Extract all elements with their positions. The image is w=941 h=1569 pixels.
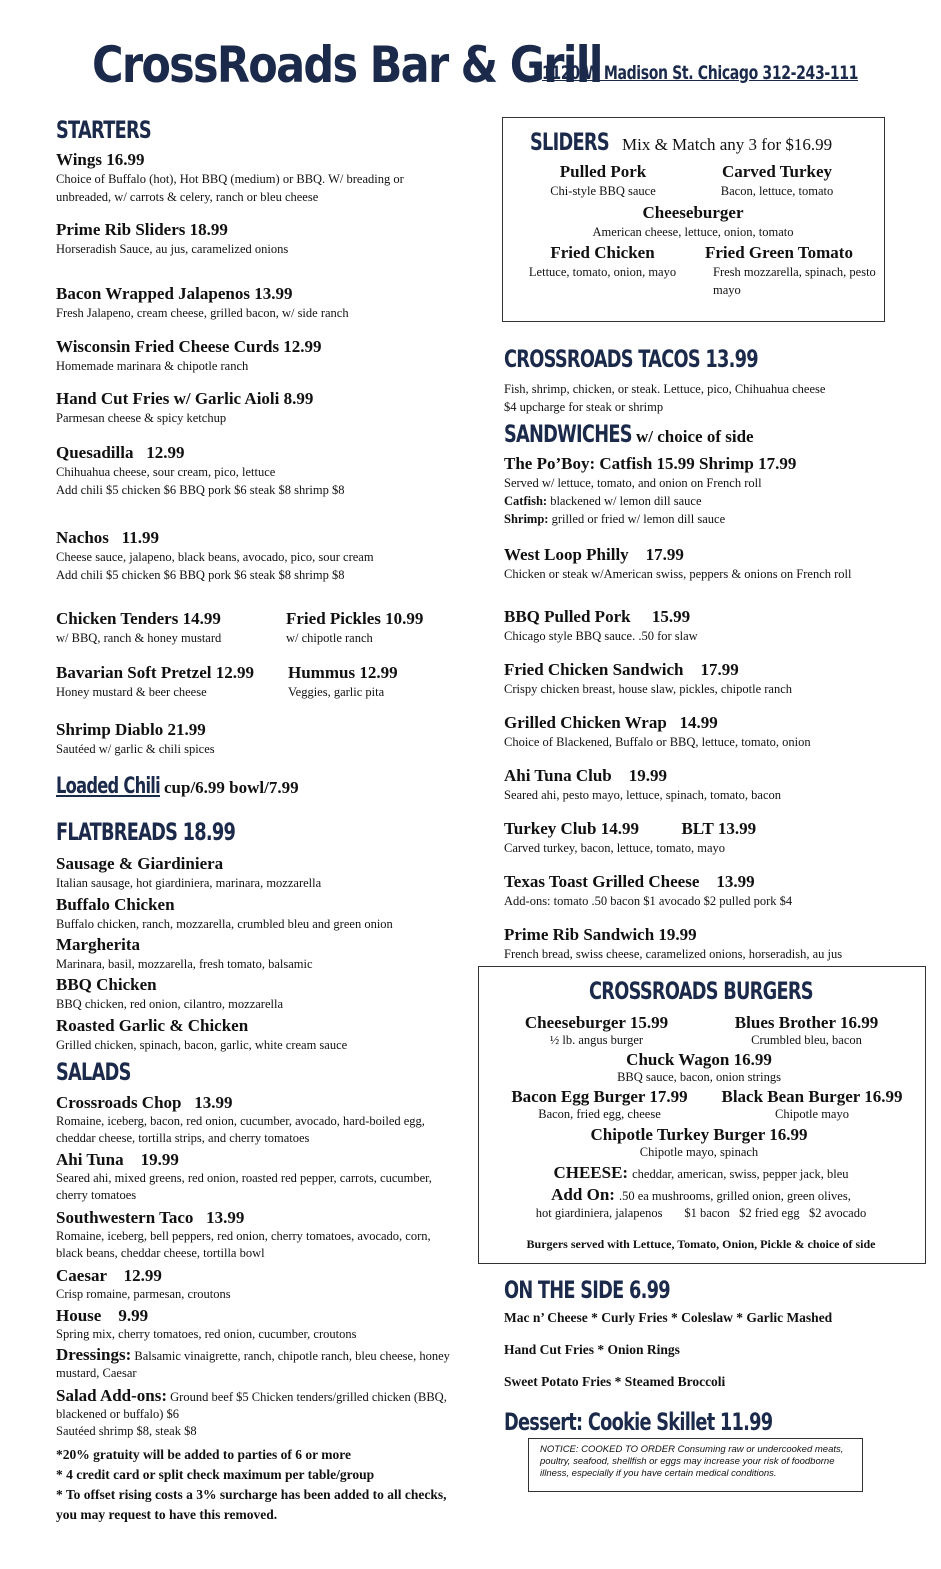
list-item xyxy=(56,935,456,975)
item-desc: Veggies, garlic pita xyxy=(288,685,385,699)
burger-item xyxy=(549,1050,849,1084)
fries-item xyxy=(56,389,456,427)
item-desc: French bread, swiss cheese, caramelized onions, horseradish, au jus xyxy=(504,947,843,961)
item-name: Grilled Chicken Wrap 14.99 xyxy=(504,713,718,732)
tacos-desc xyxy=(504,380,924,416)
item-name: Wisconsin Fried Cheese Curds 12.99 xyxy=(56,337,322,356)
shrimp-desc: grilled or fried w/ lemon dill sauce xyxy=(551,512,726,526)
notice-text: NOTICE: COOKED TO ORDER Consuming raw or undercooked meats, poultry, seafood, shellfish or eggs may increase your risk of foodborne illness, especially if you have certain medical conditions. xyxy=(540,1444,844,1479)
card-policy: * 4 credit card or split check maximum per table/group xyxy=(56,1467,375,1482)
salad-addons-label: Salad Add-ons: xyxy=(56,1386,168,1405)
cheese-curds-item xyxy=(56,337,456,375)
item-desc: Chipotle mayo xyxy=(775,1107,849,1121)
loaded-chili-label: Loaded Chili xyxy=(56,774,160,799)
tacos-heading: CROSSROADS TACOS 13.99 xyxy=(504,345,758,373)
sides-line-1: Mac n’ Cheese * Curly Fries * Coleslaw * Garlic Mashed xyxy=(504,1310,833,1325)
sandwiches-header xyxy=(504,420,924,448)
tenders-item xyxy=(56,609,281,647)
item-desc: BBQ sauce, bacon, onion strings xyxy=(617,1070,781,1084)
item-desc: Chicago style BBQ sauce. .50 for slaw xyxy=(504,629,698,643)
list-item xyxy=(504,713,924,766)
burger-addons-2: hot giardiniera, jalapenos $1 bacon $2 fried egg $2 avocado xyxy=(535,1206,867,1220)
cheese-options: cheddar, american, swiss, pepper jack, bleu xyxy=(632,1167,849,1181)
prime-rib-sliders-item xyxy=(56,220,456,258)
item-name: Blues Brother 16.99 xyxy=(734,1013,879,1032)
tacos-text: Fish, shrimp, chicken, or steak. Lettuce, pico, Chihuahua cheese xyxy=(504,382,826,396)
shrimp-label: Shrimp: xyxy=(504,512,549,526)
list-item xyxy=(504,766,924,819)
cheese-label: CHEESE: xyxy=(553,1163,629,1182)
item-desc: Parmesan cheese & spicy ketchup xyxy=(56,411,227,425)
item-name: Ahi Tuna Club 19.99 xyxy=(504,766,667,785)
addon-label: Add On: xyxy=(551,1185,615,1204)
item-name: Margherita xyxy=(56,935,141,954)
hummus-item xyxy=(288,663,458,701)
item-name: Southwestern Taco 13.99 xyxy=(56,1208,245,1227)
item-name: Fried Green Tomato xyxy=(705,243,853,262)
item-name: Buffalo Chicken xyxy=(56,895,175,914)
gratuity-policy: *20% gratuity will be added to parties of 6 or more xyxy=(56,1447,351,1462)
slider-item xyxy=(705,243,880,299)
dressings-label: Dressings: xyxy=(56,1345,132,1364)
item-addons: Add chili $5 chicken $6 BBQ pork $6 steak $8 shrimp $8 xyxy=(56,483,345,497)
item-desc: Romaine, iceberg, bacon, red onion, cucumber, avocado, hard-boiled egg, cheddar cheese, tortilla strips, and cherry tomatoes xyxy=(56,1114,425,1145)
wings-item xyxy=(56,150,456,206)
list-item xyxy=(504,872,924,925)
salad-addons xyxy=(56,1387,451,1440)
item-desc: Served w/ lettuce, tomato, and onion on French roll xyxy=(504,476,762,490)
item-desc: Bacon, fried egg, cheese xyxy=(538,1107,661,1121)
item-desc: Homemade marinara & chipotle ranch xyxy=(56,359,249,373)
item-addons: Add chili $5 chicken $6 BBQ pork $6 steak $8 shrimp $8 xyxy=(56,568,345,582)
item-name: Roasted Garlic & Chicken xyxy=(56,1016,249,1035)
burgers-heading: CROSSROADS BURGERS xyxy=(589,977,813,1005)
loaded-chili-item xyxy=(56,774,456,799)
item-name: Pulled Pork xyxy=(559,162,647,181)
restaurant-title: CrossRoads Bar & Grill xyxy=(92,36,602,94)
salad-addons-text-2: Sautéed shrimp $8, steak $8 xyxy=(56,1424,197,1438)
list-item xyxy=(56,1150,451,1208)
list-item xyxy=(56,854,456,895)
item-name: Shrimp Diablo 21.99 xyxy=(56,720,206,739)
item-desc: BBQ chicken, red onion, cilantro, mozzarella xyxy=(56,997,284,1011)
item-desc: Chicken or steak w/American swiss, peppers & onions on French roll xyxy=(504,567,852,581)
item-desc: Add-ons: tomato .50 bacon $1 avocado $2 pulled pork $4 xyxy=(504,894,793,908)
item-desc: w/ BBQ, ranch & honey mustard xyxy=(56,631,222,645)
salad-dressings xyxy=(56,1346,451,1387)
sides-line-2: Hand Cut Fries * Onion Rings xyxy=(504,1342,680,1357)
item-name: Wings 16.99 xyxy=(56,150,145,169)
item-name: Chipotle Turkey Burger 16.99 xyxy=(590,1125,808,1144)
slider-item xyxy=(515,243,690,281)
burger-item xyxy=(719,1013,894,1047)
item-name: Fried Pickles 10.99 xyxy=(286,609,424,628)
item-name: Chuck Wagon 16.99 xyxy=(626,1050,772,1069)
list-item xyxy=(56,1306,451,1346)
list-item xyxy=(56,1208,451,1266)
item-desc: Romaine, iceberg, bell peppers, red onion, cherry tomatoes, avocado, corn, black beans, cheddar cheese, tortilla bowl xyxy=(56,1229,431,1260)
item-desc: Grilled chicken, spinach, bacon, garlic, white cream sauce xyxy=(56,1038,348,1052)
item-desc: Horseradish Sauce, au jus, caramelized onions xyxy=(56,242,289,256)
item-desc: Seared ahi, pesto mayo, lettuce, spinach, tomato, bacon xyxy=(504,788,781,802)
item-desc: Honey mustard & beer cheese xyxy=(56,685,207,699)
flatbreads-heading: FLATBREADS 18.99 xyxy=(56,818,236,846)
item-name: BBQ Pulled Pork 15.99 xyxy=(504,607,691,626)
list-item xyxy=(504,545,924,607)
item-name: Cheeseburger 15.99 xyxy=(524,1013,669,1032)
item-desc: Lettuce, tomato, onion, mayo xyxy=(528,265,677,279)
tacos-upcharge: $4 upcharge for steak or shrimp xyxy=(504,400,664,414)
surcharge-policy: * To offset rising costs a 3% surcharge has been added to all checks, you may request to have this removed. xyxy=(56,1487,447,1522)
item-desc: Buffalo chicken, ranch, mozzarella, crumbled bleu and green onion xyxy=(56,917,393,931)
flatbreads-list xyxy=(56,854,456,1054)
item-name: Prime Rib Sandwich 19.99 xyxy=(504,925,697,944)
item-desc: Crisp romaine, parmesan, croutons xyxy=(56,1287,231,1301)
slider-item xyxy=(533,162,673,200)
list-item xyxy=(56,1093,451,1150)
item-desc: Crispy chicken breast, house slaw, pickles, chipotle ranch xyxy=(504,682,792,696)
item-desc: Chi-style BBQ sauce xyxy=(550,184,656,198)
item-name: Chicken Tenders 14.99 xyxy=(56,609,221,628)
item-name: Hummus 12.99 xyxy=(288,663,398,682)
dessert-heading: Dessert: Cookie Skillet 11.99 xyxy=(504,1408,773,1436)
addon-options: .50 ea mushrooms, grilled onion, green olives, xyxy=(618,1189,851,1203)
item-desc: Cheese sauce, jalapeno, black beans, avocado, pico, sour cream xyxy=(56,550,374,564)
item-desc: Carved turkey, bacon, lettuce, tomato, mayo xyxy=(504,841,725,855)
catfish-desc: blackened w/ lemon dill sauce xyxy=(550,494,702,508)
pickles-item xyxy=(286,609,456,647)
restaurant-address: 1120 W Madison St. Chicago 312-243-111 xyxy=(542,62,859,84)
loaded-chili-price: cup/6.99 bowl/7.99 xyxy=(164,778,299,797)
salad-addons-text: Ground beef $5 Chicken tenders/grilled chicken (BBQ, blackened or buffalo) $6 xyxy=(56,1390,447,1421)
sliders-heading: SLIDERS xyxy=(530,128,609,156)
list-item xyxy=(56,1016,456,1054)
slider-item xyxy=(543,203,843,241)
catfish-label: Catfish: xyxy=(504,494,548,508)
salads-list xyxy=(56,1093,451,1440)
item-desc: Crumbled bleu, bacon xyxy=(751,1033,862,1047)
burger-item xyxy=(497,1087,702,1121)
sandwiches-subheading: w/ choice of side xyxy=(636,427,754,446)
item-desc: Seared ahi, mixed greens, red onion, roasted red pepper, carrots, cucumber, cherry tomatoes xyxy=(56,1171,432,1202)
item-desc: Bacon, lettuce, tomato xyxy=(720,184,834,198)
item-name: Prime Rib Sliders 18.99 xyxy=(56,220,228,239)
sides-line-3: Sweet Potato Fries * Steamed Broccoli xyxy=(504,1374,726,1389)
sides-list xyxy=(504,1310,924,1390)
item-desc: American cheese, lettuce, onion, tomato xyxy=(592,225,794,239)
sliders-tagline: Mix & Match any 3 for $16.99 xyxy=(622,135,833,154)
item-name: Sausage & Giardiniera xyxy=(56,854,224,873)
item-name: Quesadilla 12.99 xyxy=(56,443,185,462)
sliders-header xyxy=(530,128,832,156)
item-desc: Marinara, basil, mozzarella, fresh tomato, balsamic xyxy=(56,957,313,971)
burgers-box xyxy=(478,966,926,1264)
bacon-jalapenos-item xyxy=(56,284,456,322)
item-desc: Choice of Blackened, Buffalo or BBQ, lettuce, tomato, onion xyxy=(504,735,811,749)
item-name: Bacon Egg Burger 17.99 xyxy=(511,1087,688,1106)
item-name: Hand Cut Fries w/ Garlic Aioli 8.99 xyxy=(56,389,314,408)
item-name: Ahi Tuna 19.99 xyxy=(56,1150,179,1169)
food-safety-notice xyxy=(528,1438,863,1492)
item-name: Fried Chicken xyxy=(550,243,655,262)
starters-heading: STARTERS xyxy=(56,116,151,144)
item-name: Turkey Club 14.99 BLT 13.99 xyxy=(504,819,757,838)
item-name: Bavarian Soft Pretzel 12.99 xyxy=(56,663,254,682)
item-name: Texas Toast Grilled Cheese 13.99 xyxy=(504,872,755,891)
item-desc: Italian sausage, hot giardiniera, marinara, mozzarella xyxy=(56,876,322,890)
pretzel-item xyxy=(56,663,286,701)
sandwich-list xyxy=(504,545,924,963)
list-item xyxy=(504,819,924,872)
item-name: Nachos 11.99 xyxy=(56,528,159,547)
burger-item xyxy=(509,1013,684,1047)
item-name: BBQ Chicken xyxy=(56,975,157,994)
list-item xyxy=(56,975,456,1016)
item-desc: w/ chipotle ranch xyxy=(286,631,373,645)
sides-heading: ON THE SIDE 6.99 xyxy=(504,1276,670,1304)
poboy-item xyxy=(504,454,924,528)
list-item xyxy=(504,925,924,963)
item-name: Crossroads Chop 13.99 xyxy=(56,1093,233,1112)
burger-cheese-options xyxy=(489,1163,913,1183)
burgers-header xyxy=(589,977,891,1005)
list-item xyxy=(504,607,924,660)
list-item xyxy=(56,895,456,935)
item-name: The Po’Boy: Catfish 15.99 Shrimp 17.99 xyxy=(504,454,797,473)
item-name: Cheeseburger xyxy=(642,203,744,222)
item-desc: Fresh mozzarella, spinach, pesto mayo xyxy=(713,265,876,297)
sliders-box xyxy=(502,117,885,322)
item-name: Black Bean Burger 16.99 xyxy=(721,1087,903,1106)
burgers-footer: Burgers served with Lettuce, Tomato, Onion, Pickle & choice of side xyxy=(526,1237,876,1251)
item-name: Bacon Wrapped Jalapenos 13.99 xyxy=(56,284,293,303)
item-desc: Sautéed w/ garlic & chili spices xyxy=(56,742,215,756)
item-desc: Chipotle mayo, spinach xyxy=(639,1145,759,1159)
item-name: Fried Chicken Sandwich 17.99 xyxy=(504,660,739,679)
item-desc: Chihuahua cheese, sour cream, pico, lettuce xyxy=(56,465,276,479)
quesadilla-item xyxy=(56,443,456,499)
item-name: Caesar 12.99 xyxy=(56,1266,162,1285)
item-name: Carved Turkey xyxy=(721,162,833,181)
list-item xyxy=(504,660,924,713)
item-desc: ½ lb. angus burger xyxy=(549,1033,644,1047)
shrimp-diablo-item xyxy=(56,720,456,758)
burger-item xyxy=(549,1125,849,1159)
item-name: West Loop Philly 17.99 xyxy=(504,545,684,564)
item-desc: Spring mix, cherry tomatoes, red onion, cucumber, croutons xyxy=(56,1327,357,1341)
burger-addons xyxy=(489,1185,913,1205)
list-item xyxy=(56,1266,451,1306)
slider-item xyxy=(703,162,851,200)
item-desc: Choice of Buffalo (hot), Hot BBQ (medium) or BBQ. W/ breading or unbreaded, w/ carrots & celery, ranch or bleu cheese xyxy=(56,172,404,204)
dressings-text: Balsamic vinaigrette, ranch, chipotle ranch, bleu cheese, honey mustard, Caesar xyxy=(56,1349,450,1380)
item-desc: Fresh Jalapeno, cream cheese, grilled bacon, w/ side ranch xyxy=(56,306,349,320)
sandwiches-heading: SANDWICHES xyxy=(504,420,632,448)
salads-heading: SALADS xyxy=(56,1058,131,1086)
policies xyxy=(56,1445,451,1525)
item-name: House 9.99 xyxy=(56,1306,149,1325)
burger-item xyxy=(707,1087,917,1121)
nachos-item xyxy=(56,528,456,584)
